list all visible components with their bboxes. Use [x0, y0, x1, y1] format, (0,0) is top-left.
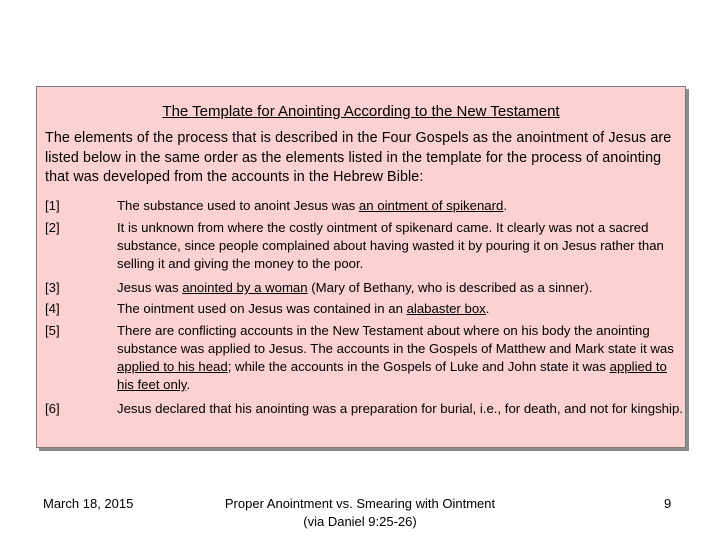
footer-title [200, 495, 520, 531]
footer-title-line2: (via Daniel 9:25-26) [303, 514, 417, 529]
text-segment: The substance used to anoint Jesus was [117, 198, 359, 213]
item-text [117, 197, 685, 215]
item-number: [4] [45, 301, 60, 316]
underlined-phrase: alabaster box [406, 301, 486, 316]
text-segment: The ointment used on Jesus was contained in an [117, 301, 407, 316]
item-number: [1] [45, 198, 60, 213]
item-text [117, 279, 685, 297]
item-number: [5] [45, 323, 60, 338]
text-segment: . [186, 377, 191, 392]
underlined-phrase: anointed by a woman [182, 280, 308, 295]
item-text [117, 322, 685, 394]
intro-paragraph: The elements of the process that is described in the Four Gospels as the anointment of Jesus are listed below in the same order as the elements listed in the template for the process of anointing that was developed from the accounts in the Hebrew Bible: [45, 130, 672, 185]
text-segment: There are conflicting accounts in the New Testament about where on his body the anointing substance was applied to Jesus. The accounts in the Gospels of Matthew and Mark state it was [117, 323, 674, 356]
underlined-phrase: an ointment of spikenard [358, 198, 504, 213]
item-number: [6] [45, 401, 60, 416]
text-segment: Jesus declared that his anointing was a preparation for burial, i.e., for death, and not for kingship. [117, 401, 683, 416]
item-number: [2] [45, 220, 60, 235]
item-text [117, 300, 685, 318]
text-segment: Jesus was [117, 280, 183, 295]
underlined-phrase: applied to his feet only [117, 359, 667, 392]
footer-title-line1: Proper Anointment vs. Smearing with Ointment [224, 496, 496, 511]
text-segment: It is unknown from where the costly ointment of spikenard came. It clearly was not a sacred substance, since people complained about having wasted it by pouring it on Jesus rather than selling it and giving the money to the poor. [117, 220, 664, 271]
item-number: [3] [45, 280, 60, 295]
text-segment: (Mary of Bethany, who is described as a sinner). [307, 280, 593, 295]
underlined-phrase: applied to his head [117, 359, 228, 374]
footer-date: March 18, 2015 [43, 496, 134, 511]
item-text [117, 219, 685, 273]
slide-title: The Template for Anointing According to the New Testament [162, 103, 560, 120]
page-number: 9 [664, 496, 672, 511]
item-text [117, 400, 685, 418]
text-segment: . [503, 198, 508, 213]
text-segment: . [485, 301, 490, 316]
text-segment: ; while the accounts in the Gospels of Luke and John state it was [227, 359, 610, 374]
content-panel [36, 86, 686, 448]
